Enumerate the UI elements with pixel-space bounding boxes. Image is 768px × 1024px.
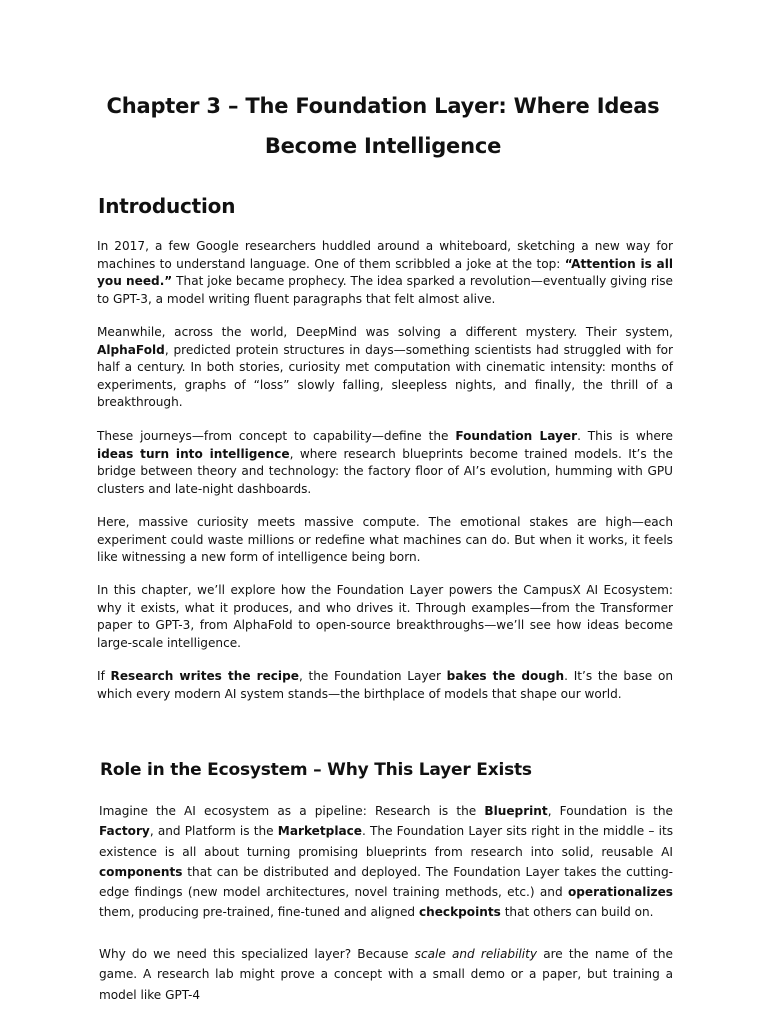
text-run: . The Foundation Layer sits right in the middle – its existence is all about turning promising blueprints from research into solid, reusable AI: [99, 824, 673, 859]
bold-text: Marketplace: [277, 824, 362, 839]
text-run: Why do we need this specialized layer? Because: [99, 947, 415, 961]
bold-text: Blueprint: [484, 804, 548, 818]
intro-paragraph-6: [97, 668, 673, 703]
chapter-title: Chapter 3 – The Foundation Layer: Where Ideas Become Intelligence: [106, 94, 660, 158]
bold-text: “Attention is all you need.”: [97, 256, 673, 289]
bold-text: Factory: [99, 824, 150, 839]
intro-paragraph-1: [97, 238, 673, 308]
bold-text: Research writes the recipe: [110, 669, 299, 683]
bold-text: components: [99, 864, 183, 879]
intro-paragraph-4: [97, 514, 673, 567]
bold-text: AlphaFold: [97, 342, 165, 357]
intro-paragraph-5: [97, 582, 673, 652]
text-run: , the Foundation Layer: [298, 669, 447, 683]
text-run: . It’s the base on which every modern AI system stands—the birthplace of models that shape our world.: [97, 669, 674, 701]
text-run: . This is where: [577, 429, 673, 443]
intro-paragraph-2: [97, 324, 673, 412]
text-run: That joke became prophecy. The idea sparked a revolution—eventually giving rise to GPT-3, a model writing fluent paragraphs that felt almost alive.: [97, 274, 673, 306]
bold-text: bakes the dough: [446, 669, 565, 683]
text-run: Imagine the AI ecosystem as a pipeline: Research is the: [99, 804, 485, 818]
text-run: are the name of the game. A research lab might prove a concept with a small demo or a paper, but training a model like GPT-4: [99, 947, 673, 1002]
bold-text: ideas turn into intelligence: [97, 446, 290, 461]
text-run: , and Platform is the: [149, 824, 278, 839]
bold-text: checkpoints: [418, 905, 501, 920]
text-run: In this chapter, we’ll explore how the Foundation Layer powers the CampusX AI Ecosystem: why it exists, what it produces, and who drives it. Through examples—from the Transformer paper to GPT-3, from AlphaFold to open-source breakthroughs—we’ll see how ideas become large-scale intelligence.: [97, 583, 673, 650]
text-run: them, producing pre-trained, fine-tuned and aligned: [99, 905, 419, 920]
text-run: These journeys—from concept to capability—define the: [97, 429, 456, 443]
text-run: , Foundation is the: [547, 804, 673, 818]
text-run: that others can build on.: [500, 905, 654, 920]
bold-text: operationalizes: [567, 885, 673, 900]
text-run: , predicted protein structures in days—something scientists had struggled with for half a century. In both stories, curiosity met computation with cinematic intensity: months of experiments, graphs of “loss” slowly falling, sleepless nights, and finally, the thrill of a breakthrough.: [97, 342, 673, 410]
text-run: Meanwhile, across the world, DeepMind was solving a different mystery. Their system,: [97, 325, 673, 339]
section-heading-introduction: Introduction: [98, 194, 236, 218]
section-heading-role-in-ecosystem: Role in the Ecosystem – Why This Layer Exists: [100, 760, 532, 780]
role-paragraph-1: [99, 801, 673, 923]
text-run: In 2017, a few Google researchers huddled around a whiteboard, sketching a new way for machines to understand language. One of them scribbled a joke at the top:: [97, 239, 673, 271]
intro-paragraph-3: [97, 428, 673, 498]
text-run: Here, massive curiosity meets massive compute. The emotional stakes are high—each experiment could waste millions or redefine what machines can do. But when it works, it feels like witnessing a new form of intelligence being born.: [97, 515, 673, 565]
role-paragraph-2: [99, 944, 673, 1005]
text-run: that can be distributed and deployed. The Foundation Layer takes the cutting-edge findings (new model architectures, novel training methods, etc.) and: [99, 864, 673, 900]
text-run: , where research blueprints become trained models. It’s the bridge between theory and technology: the factory floor of AI’s evolution, humming with GPU clusters and late-night dashboards.: [97, 446, 673, 496]
text-run: If: [97, 669, 111, 683]
italic-text: scale and reliability: [414, 947, 538, 961]
bold-text: Foundation Layer: [455, 429, 578, 443]
